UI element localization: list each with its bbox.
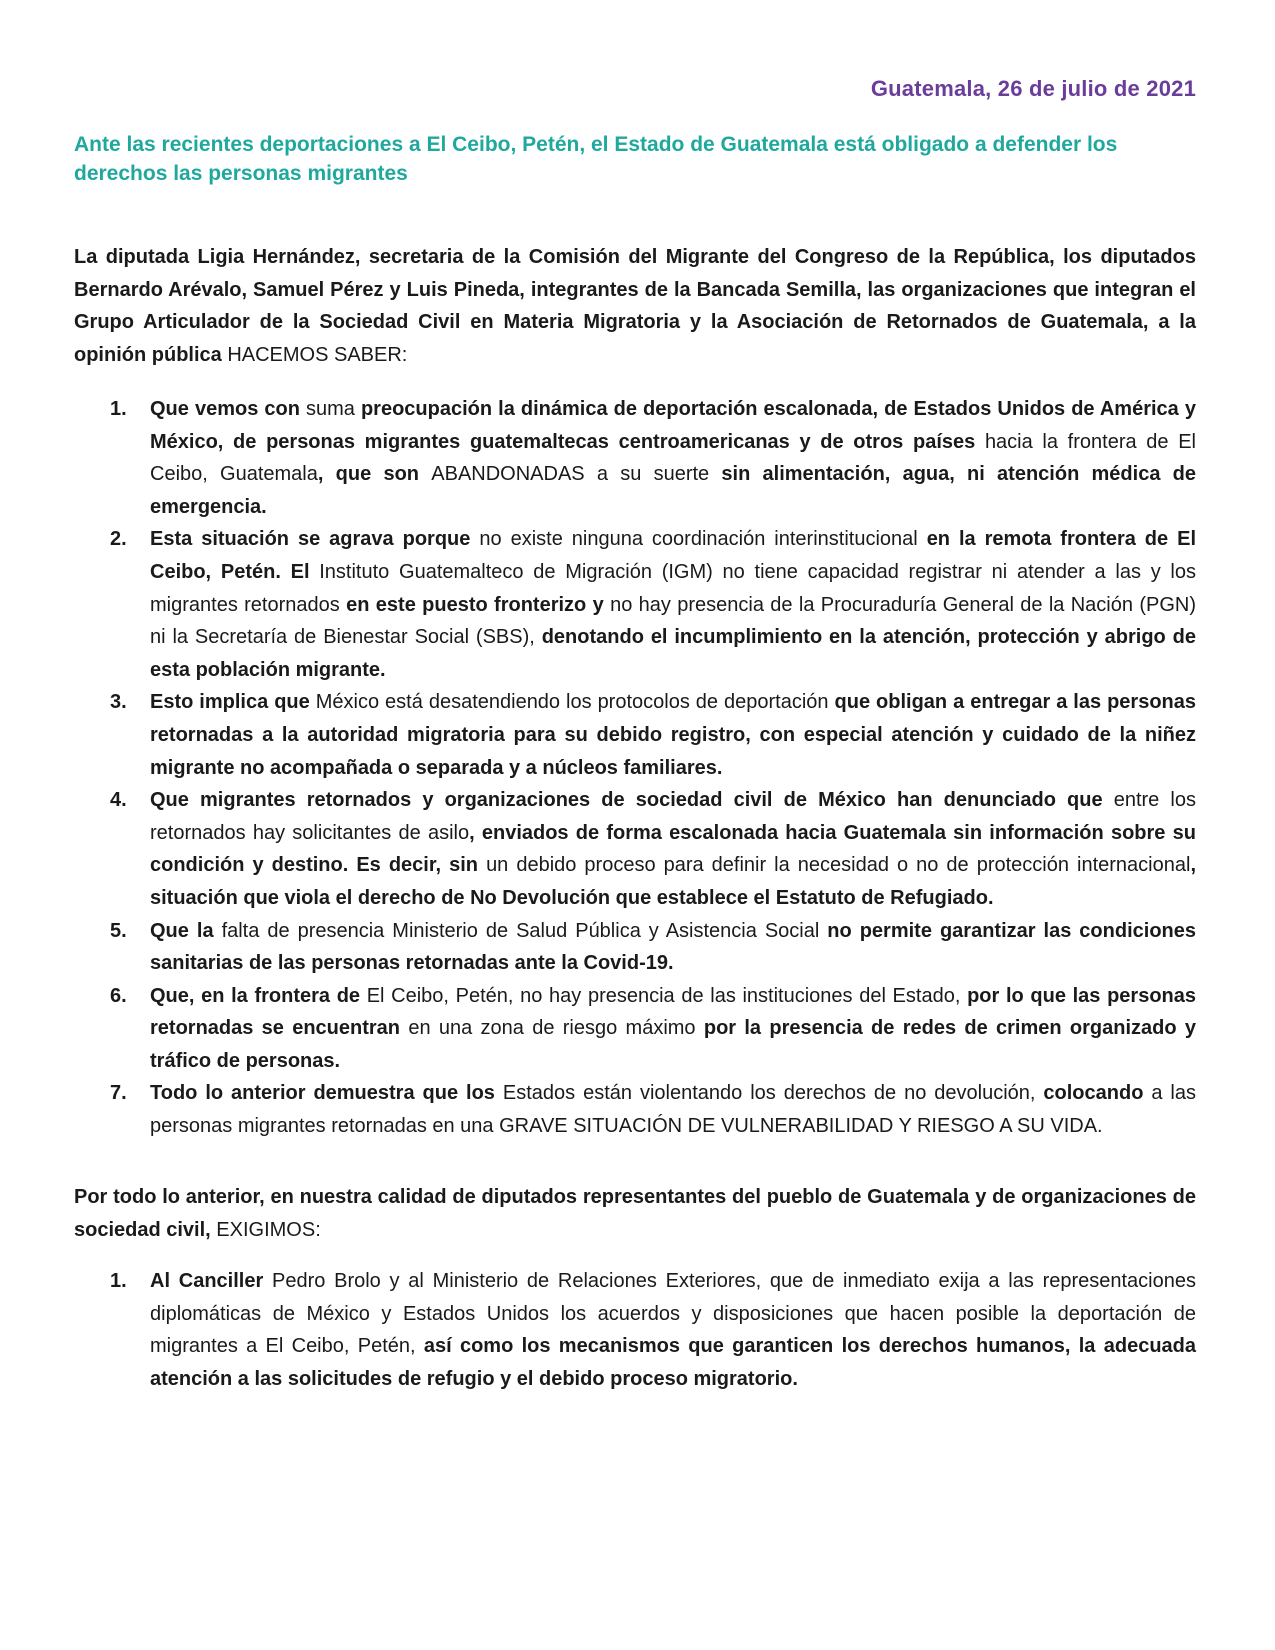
body-text: a las personas migrantes retornadas en una GRAVE SITUACIÓN DE VULNERABILIDAD Y RIESGO A SU VIDA. — [150, 1082, 1196, 1138]
bold-text: Esto implica que — [150, 691, 316, 714]
list-number: 3. — [110, 691, 127, 714]
document-date: Guatemala, 26 de julio de 2021 — [870, 76, 1196, 101]
bold-text: , enviados de forma escalonada hacia Guatemala sin información sobre su condición y destino. Es decir, sin — [150, 821, 1196, 877]
bold-text: en este puesto fronterizo y — [346, 593, 611, 616]
body-text: Instituto Guatemalteco de Migración (IGM) no tiene capacidad registrar ni atender a las y los migrantes retornados — [150, 560, 1196, 616]
declaration-item — [74, 1077, 1196, 1142]
bold-text: Todo lo anterior demuestra que los — [150, 1082, 503, 1105]
intro-paragraph — [74, 241, 1196, 371]
list-number: 1. — [110, 1270, 127, 1292]
body-text: hacia la frontera de El Ceibo, Guatemala — [150, 430, 1197, 486]
body-text: ABANDONADAS a su suerte — [431, 463, 722, 486]
bold-text: Al Canciller — [150, 1270, 272, 1292]
body-text: El Ceibo, Petén, no hay presencia de las instituciones del Estado, — [366, 984, 968, 1007]
body-text: suma — [306, 398, 361, 420]
bold-text: Esta situación se agrava porque — [150, 528, 480, 551]
bold-text: denotando el incumplimiento en la atención, protección y abrigo de esta población migrante. — [150, 626, 1196, 681]
declarations-list — [74, 393, 1196, 1143]
declaration-item — [74, 393, 1196, 523]
declaration-item — [74, 915, 1196, 980]
body-text: entre los retornados hay solicitantes de asilo — [150, 789, 1196, 844]
bold-text: , situación que viola el derecho de No Devolución que establece el Estatuto de Refugiado. — [150, 854, 1196, 909]
document-headline: Ante las recientes deportaciones a El Ceibo, Petén, el Estado de Guatemala está obligado a defender los derechos las personas migrantes — [74, 133, 1118, 185]
bold-text: por lo que las personas retornadas se encuentran — [150, 984, 1196, 1040]
list-number: 1. — [110, 398, 127, 420]
bold-text: Que vemos con — [150, 398, 306, 420]
bold-text: en la remota frontera de El Ceibo, Petén. El — [150, 528, 1197, 583]
bold-text: colocando — [1043, 1082, 1152, 1105]
bold-text: Que, en la frontera de — [150, 984, 367, 1007]
demand-item — [74, 1265, 1196, 1395]
bold-text: sin alimentación, agua, ni atención médica de emergencia. — [150, 463, 1197, 518]
bold-text: , que son — [317, 463, 432, 486]
bold-text: que obligan a entregar a las personas retornadas a la autoridad migratoria para su debido registro, con especial atención y cuidado de la niñez migrante no acompañada o separada y a núcleos familiares. — [150, 691, 1196, 779]
bold-text: por la presencia de redes de crimen organizado y tráfico de personas. — [150, 1017, 1196, 1072]
bold-text: no permite garantizar las condiciones sanitarias de las personas retornadas ante la Covid-19. — [150, 919, 1196, 975]
body-text: un debido proceso para definir la necesidad o no de protección internacional — [486, 854, 1191, 877]
body-text: no hay presencia de la Procuraduría General de la Nación (PGN) ni la Secretaría de Bienestar Social (SBS), — [150, 593, 1196, 649]
list-number: 2. — [110, 528, 127, 551]
body-text: Estados están violentando los derechos de no devolución, — [502, 1082, 1044, 1105]
body-text: en una zona de riesgo máximo — [408, 1017, 704, 1040]
body-text: Pedro Brolo y al Ministerio de Relaciones Exteriores, que de inmediato exija a las representaciones diplomáticas de México y Estados Unidos los acuerdos y disposiciones que hacen posible la deportación de migrantes a El Ceibo, Petén, — [150, 1270, 1196, 1358]
outro-bold: Por todo lo anterior, en nuestra calidad de diputados representantes del pueblo de Guatemala y de organizaciones de sociedad civil, — [74, 1186, 1196, 1241]
demands-list — [74, 1265, 1196, 1395]
body-text: no existe ninguna coordinación interinstitucional — [479, 528, 927, 551]
list-number: 4. — [110, 789, 127, 812]
list-number: 7. — [110, 1082, 127, 1105]
body-text: México está desatendiendo los protocolos de deportación — [315, 691, 835, 714]
declaration-item — [74, 523, 1196, 686]
bold-text: Que migrantes retornados y organizaciones de sociedad civil de México han denunciado que — [150, 789, 1114, 812]
outro-paragraph — [74, 1181, 1196, 1246]
intro-bold: La diputada Ligia Hernández, secretaria de la Comisión del Migrante del Congreso de la República, los diputados Bernardo Arévalo, Samuel Pérez y Luis Pineda, integrantes de la Bancada Semilla, las organizaciones que integran el Grupo Articulador de la Sociedad Civil en Materia Migratoria y la Asociación de Retornados de Guatemala, a la opinión pública — [74, 246, 1196, 366]
bold-text: Que la — [150, 919, 222, 942]
intro-normal: HACEMOS SABER: — [221, 343, 408, 366]
body-text: falta de presencia Ministerio de Salud Pública y Asistencia Social — [221, 919, 828, 942]
declaration-item — [74, 686, 1196, 784]
declaration-item — [74, 784, 1196, 914]
list-number: 5. — [110, 919, 127, 942]
declaration-item — [74, 980, 1196, 1078]
bold-text: así como los mecanismos que garanticen los derechos humanos, la adecuada atención a las solicitudes de refugio y el debido proceso migratorio. — [150, 1335, 1196, 1390]
outro-normal: EXIGIMOS: — [210, 1218, 321, 1241]
list-number: 6. — [110, 984, 127, 1007]
bold-text: preocupación la dinámica de deportación escalonada, de Estados Unidos de América y México, de personas migrantes guatemaltecas centroamericanas y de otros países — [150, 398, 1196, 453]
